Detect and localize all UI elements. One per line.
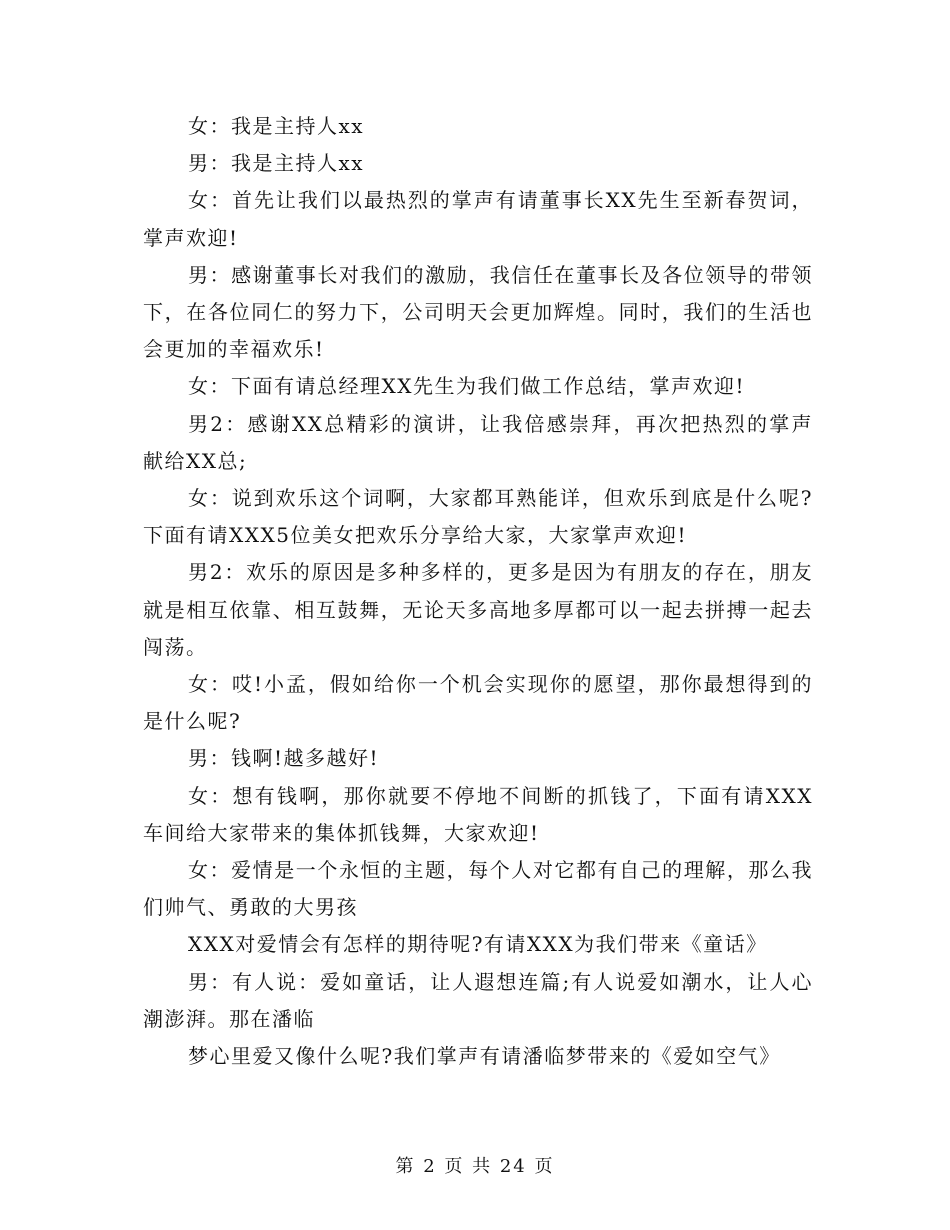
- paragraph: 男2：欢乐的原因是多种多样的，更多是因为有朋友的存在，朋友就是相互依靠、相互鼓舞，无论天多高地多厚都可以一起去拼搏一起去闯荡。: [143, 560, 813, 659]
- document-body: [143, 108, 813, 1075]
- page-number-label: 第 2 页 共 24 页: [395, 1156, 555, 1177]
- page-footer: [0, 1152, 950, 1178]
- paragraph: 女：我是主持人xx: [188, 114, 365, 138]
- paragraph: XXX对爱情会有怎样的期待呢?有请XXX为我们带来《童话》: [188, 932, 768, 957]
- paragraph: 男：有人说：爱如童话，让人遐想连篇;有人说爱如潮水，让人心潮澎湃。那在潘临: [143, 969, 813, 1031]
- paragraph: 男：我是主持人xx: [188, 151, 365, 176]
- paragraph: 女：首先让我们以最热烈的掌声有请董事长XX先生至新春贺词，掌声欢迎!: [143, 188, 813, 250]
- paragraph: 男2：感谢XX总精彩的演讲，让我倍感崇拜，再次把热烈的掌声献给XX总;: [143, 411, 813, 473]
- paragraph: 女：爱情是一个永恒的主题，每个人对它都有自己的理解，那么我们帅气、勇敢的大男孩: [143, 858, 813, 920]
- paragraph: 女：哎!小孟，假如给你一个机会实现你的愿望，那你最想得到的是什么呢?: [143, 672, 813, 734]
- paragraph: 女：下面有请总经理XX先生为我们做工作总结，掌声欢迎!: [188, 374, 746, 399]
- paragraph: 女：说到欢乐这个词啊，大家都耳熟能详，但欢乐到底是什么呢?下面有请XXX5位美女把欢乐分享给大家，大家掌声欢迎!: [143, 486, 813, 548]
- paragraph: 梦心里爱又像什么呢?我们掌声有请潘临梦带来的《爱如空气》: [188, 1044, 781, 1069]
- paragraph: 男：钱啊!越多越好!: [188, 746, 380, 771]
- paragraph: 女：想有钱啊，那你就要不停地不间断的抓钱了，下面有请XXX车间给大家带来的集体抓钱舞，大家欢迎!: [143, 783, 813, 845]
- paragraph: 男：感谢董事长对我们的激励，我信任在董事长及各位领导的带领下，在各位同仁的努力下，公司明天会更加辉煌。同时，我们的生活也会更加的幸福欢乐!: [143, 262, 813, 362]
